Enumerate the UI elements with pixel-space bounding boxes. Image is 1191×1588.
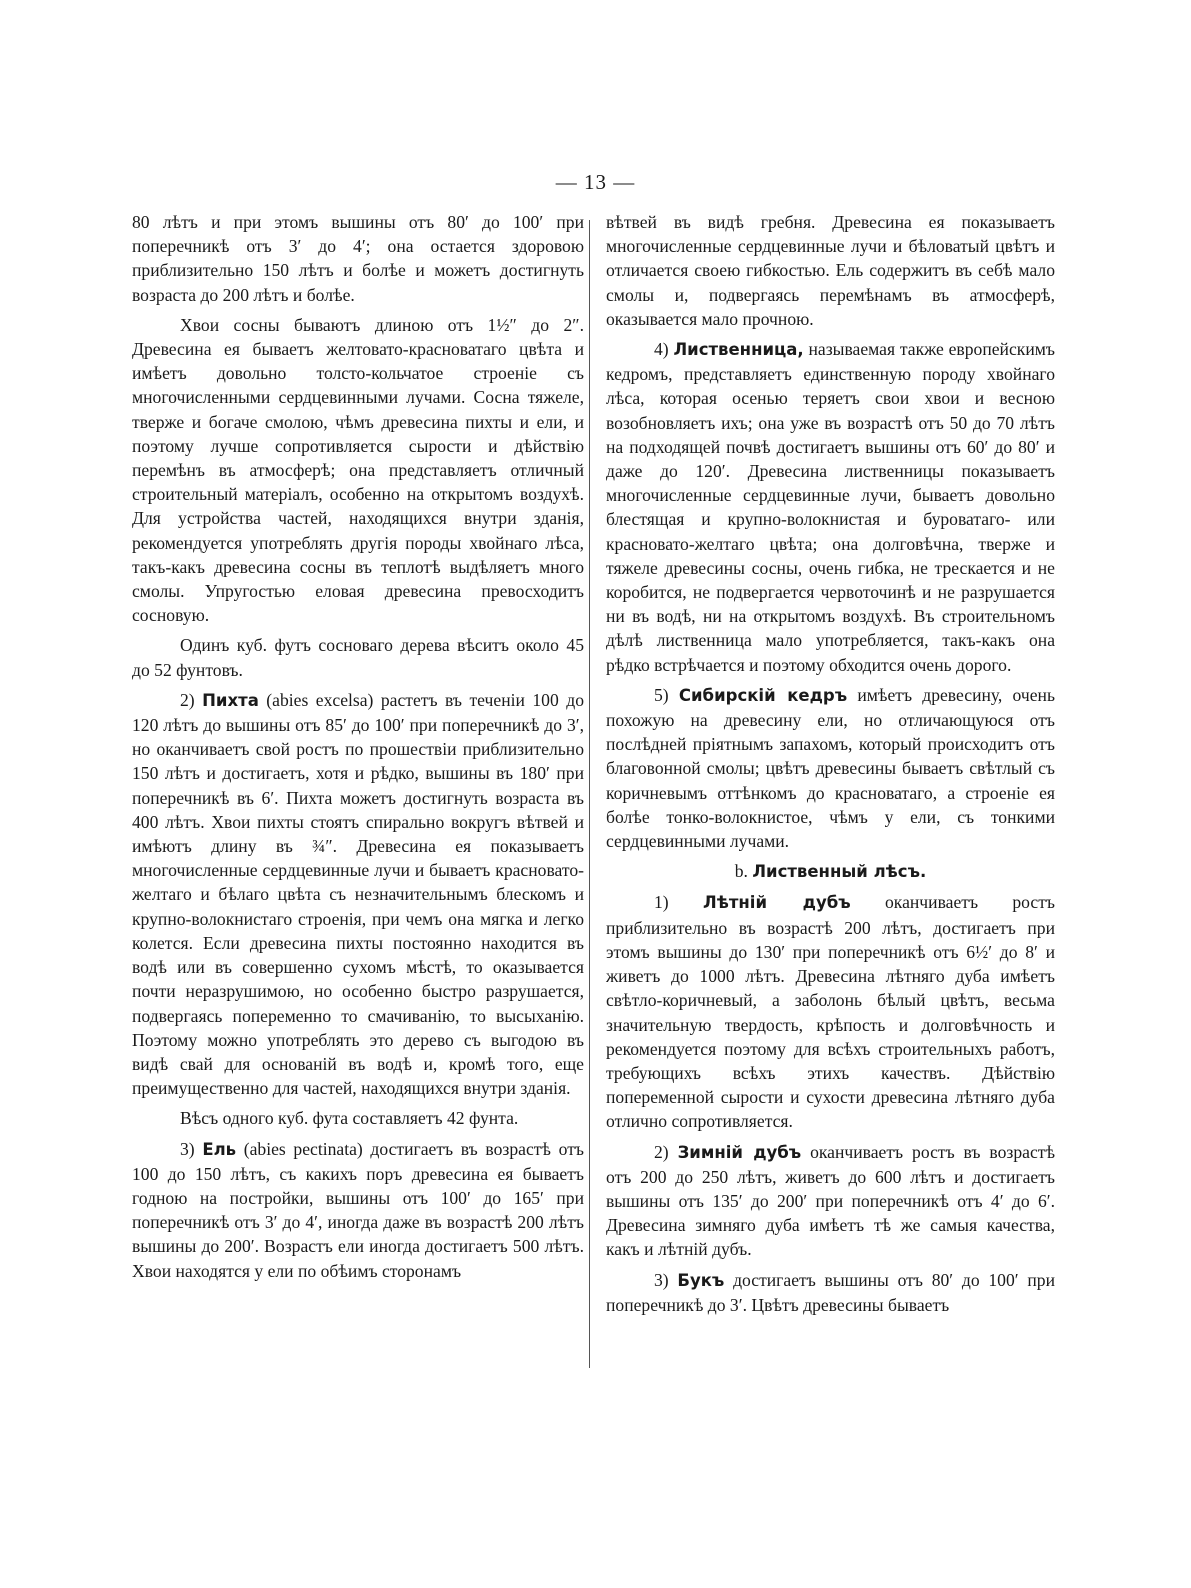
text-run: Одинъ куб. футъ сосноваго дерева вѣситъ около 45 до 52 фунтовъ.: [132, 635, 584, 680]
bold-term: Зимній дубъ: [677, 1142, 802, 1162]
bold-term: Ель: [202, 1139, 237, 1159]
paragraph: [606, 210, 1055, 331]
text-run: достигаетъ вышины отъ 80′ до 100′ при поперечникѣ до 3′. Цвѣтъ древесины бываетъ: [606, 1269, 1055, 1315]
text-run: 80 лѣтъ и при этомъ вышины отъ 80′ до 100′ при поперечникѣ отъ 3′ до 4′; она остается здоровою приблизительно 150 лѣтъ и болѣе и можетъ достигнуть возраста до 200 лѣтъ и болѣе.: [132, 212, 584, 305]
paragraph: [132, 633, 584, 681]
text-run: 3): [180, 1138, 203, 1159]
bold-term: Лѣтній дубъ: [702, 893, 851, 913]
text-run: Хвои сосны бываютъ длиною отъ 1½″ до 2″. Древесина ея бываетъ желтовато-красноватаго цвѣта и имѣетъ довольно толсто-кольчатое строеніе съ многочисленными сердцевинными лучами. Сосна тяжеле, тверже и богаче смолою, чѣмъ древесина пихты и ели, и поэтому лучше сопротивляется сырости и дѣйствію перемѣнъ въ атмосферѣ; она представляетъ отличный строительный матеріалъ, особенно на открытомъ воздухѣ. Для устройства частей, находящихся внутри зданія, рекомендуется употреблять другія породы хвойнаго лѣса, такъ-какъ древесина сосны въ теплотѣ выдѣляетъ много смолы. Упругостью еловая древесина превосходитъ сосновую.: [132, 314, 584, 626]
text-run: оканчиваетъ ростъ приблизительно въ возрастѣ 200 лѣтъ, достигаетъ при этомъ вышины до 130′ при поперечникѣ отъ 6½′ до 8′ и живетъ до 1000 лѣтъ. Древесина лѣтняго дуба имѣетъ свѣтло-коричневый, а заболонь бѣлый цвѣтъ, весьма значительную твердость, крѣпость и долговѣчность и рекомендуется поэтому для всѣхъ строительныхъ работъ, требующихъ всѣхъ этихъ качествъ. Дѣйствію попеременной сырости и сухости древесина лѣтняго дуба отлично сопротивляется.: [606, 892, 1055, 1132]
paragraph: [606, 683, 1055, 853]
text-run: 2): [180, 689, 203, 710]
section-heading: [606, 859, 1055, 884]
page-number: — 13 —: [555, 170, 636, 194]
text-run: оканчиваетъ ростъ въ возрастѣ отъ 200 до 250 лѣтъ, живетъ до 600 лѣтъ и достигаетъ вышины отъ 135′ до 200′ при поперечникѣ отъ 4′ до 6′. Древесина зимняго дуба имѣетъ тѣ же самыя качества, какъ и лѣтній дубъ.: [606, 1141, 1056, 1260]
text-run: называемая также европейскимъ кедромъ, представляетъ единственную породу хвойнаго лѣса, которая осенью теряетъ свои хвои и весною возобновляетъ ихъ; она уже въ возрастѣ отъ 50 до 70 лѣтъ на подходящей почвѣ достигаетъ вышины отъ 60′ до 80′ и даже до 120′. Древесина лиственницы показываетъ многочисленные сердцевинные лучи, бываетъ довольно блестящая и крупно-волокнистая и буроватаго- или красновато-желтаго цвѣта; она долговѣчна, тверже и тяжеле древесины сосны, очень гибка, не трескается и не коробится, не подвергается червоточинѣ и не разрушается ни въ водѣ, ни на открытомъ воздухѣ. Въ строительномъ дѣлѣ лиственница мало употребляется, такъ-какъ она рѣдко встрѣчается и поэтому обходится очень дорого.: [606, 339, 1055, 675]
bold-term: Сибирскій кедръ: [678, 685, 848, 705]
text-run: имѣетъ древесину, очень похожую на древесину ели, но отличающуюся отъ послѣдней пріятнымъ запахомъ, который происходитъ отъ благовонной смолы; цвѣтъ древесины бываетъ свѣтлый съ коричневымъ оттѣнкомъ до красноватаго, а строеніе ея болѣе тонко-волокнистое, чѣмъ у ели, съ тонкими сердцевинными лучами.: [606, 684, 1055, 852]
paragraph: [606, 337, 1055, 677]
left-column: [132, 210, 584, 1289]
right-column: [606, 210, 1055, 1323]
bold-term: Лиственный лѣсъ.: [752, 862, 927, 882]
paragraph: [606, 1268, 1055, 1317]
bold-term: Пихта: [202, 690, 259, 710]
paragraph: [132, 688, 584, 1100]
paragraph: [132, 313, 584, 628]
paragraph: [606, 890, 1055, 1133]
paragraph: [132, 1137, 584, 1283]
text-run: 2): [654, 1141, 678, 1162]
paragraph: [132, 210, 584, 307]
text-run: b.: [734, 861, 753, 882]
text-run: (abies pectinata) достигаетъ въ возрастѣ отъ 100 до 150 лѣтъ, съ какихъ поръ древесина ея бываетъ годною на постройки, вышины отъ 100′ до 165′ при поперечникѣ отъ 3′ до 4′, иногда даже въ возрастѣ 200 лѣтъ вышины до 200′. Возрастъ ели иногда достигаетъ 500 лѣтъ. Хвои находятся у ели по обѣимъ сторонамъ: [132, 1138, 584, 1281]
bold-term: Букъ: [677, 1270, 725, 1290]
text-run: 5): [654, 684, 679, 705]
paragraph: [606, 1140, 1055, 1262]
text-run: Вѣсъ одного куб. фута составляетъ 42 фунта.: [180, 1108, 519, 1129]
text-run: (abies excelsa) растетъ въ теченіи 100 до 120 лѣтъ до вышины отъ 85′ до 100′ при поперечникѣ до 3′, но оканчиваетъ свой ростъ по прошествіи приблизительно 150 лѣтъ и достигаетъ, хотя и рѣдко, вышины въ 180′ при поперечникѣ въ 6′. Пихта можетъ достигнуть возраста въ 400 лѣтъ. Хвои пихты стоятъ спирально вокругъ вѣтвей и имѣютъ длину въ ¾″. Древесина ея показываетъ многочисленные сердцевинные лучи и бываетъ красновато-желтаго и бѣлаго цвѣта съ незначительнымъ блескомъ и крупно-волокнистаго строенія, при чемъ она мягка и легко колется. Если древесина пихты постоянно находится въ водѣ или въ совершенно сухомъ мѣстѣ, то оказывается почти неразрушимою, но особенно быстро разрушается, подвергаясь попеременно то смачиванію, то высыханію. Поэтому можно употреблять это дерево съ выгодою въ видѣ свай для основаній въ водѣ и, кромѣ того, еще преимущественно для частей, находящихся внутри зданія.: [132, 689, 584, 1099]
text-run: вѣтвей въ видѣ гребня. Древесина ея показываетъ многочисленные сердцевинные лучи и бѣловатый цвѣтъ и отличается своею гибкостью. Ель содержитъ въ себѣ мало смолы и, подвергаясь перемѣнамъ въ атмосферѣ, оказывается мало прочною.: [606, 212, 1055, 329]
bold-term: Лиственница,: [673, 340, 804, 360]
text-run: 3): [654, 1269, 678, 1290]
column-divider: [589, 220, 590, 1368]
text-run: 4): [654, 339, 674, 360]
text-run: 1): [654, 892, 703, 913]
paragraph: [132, 1106, 584, 1130]
